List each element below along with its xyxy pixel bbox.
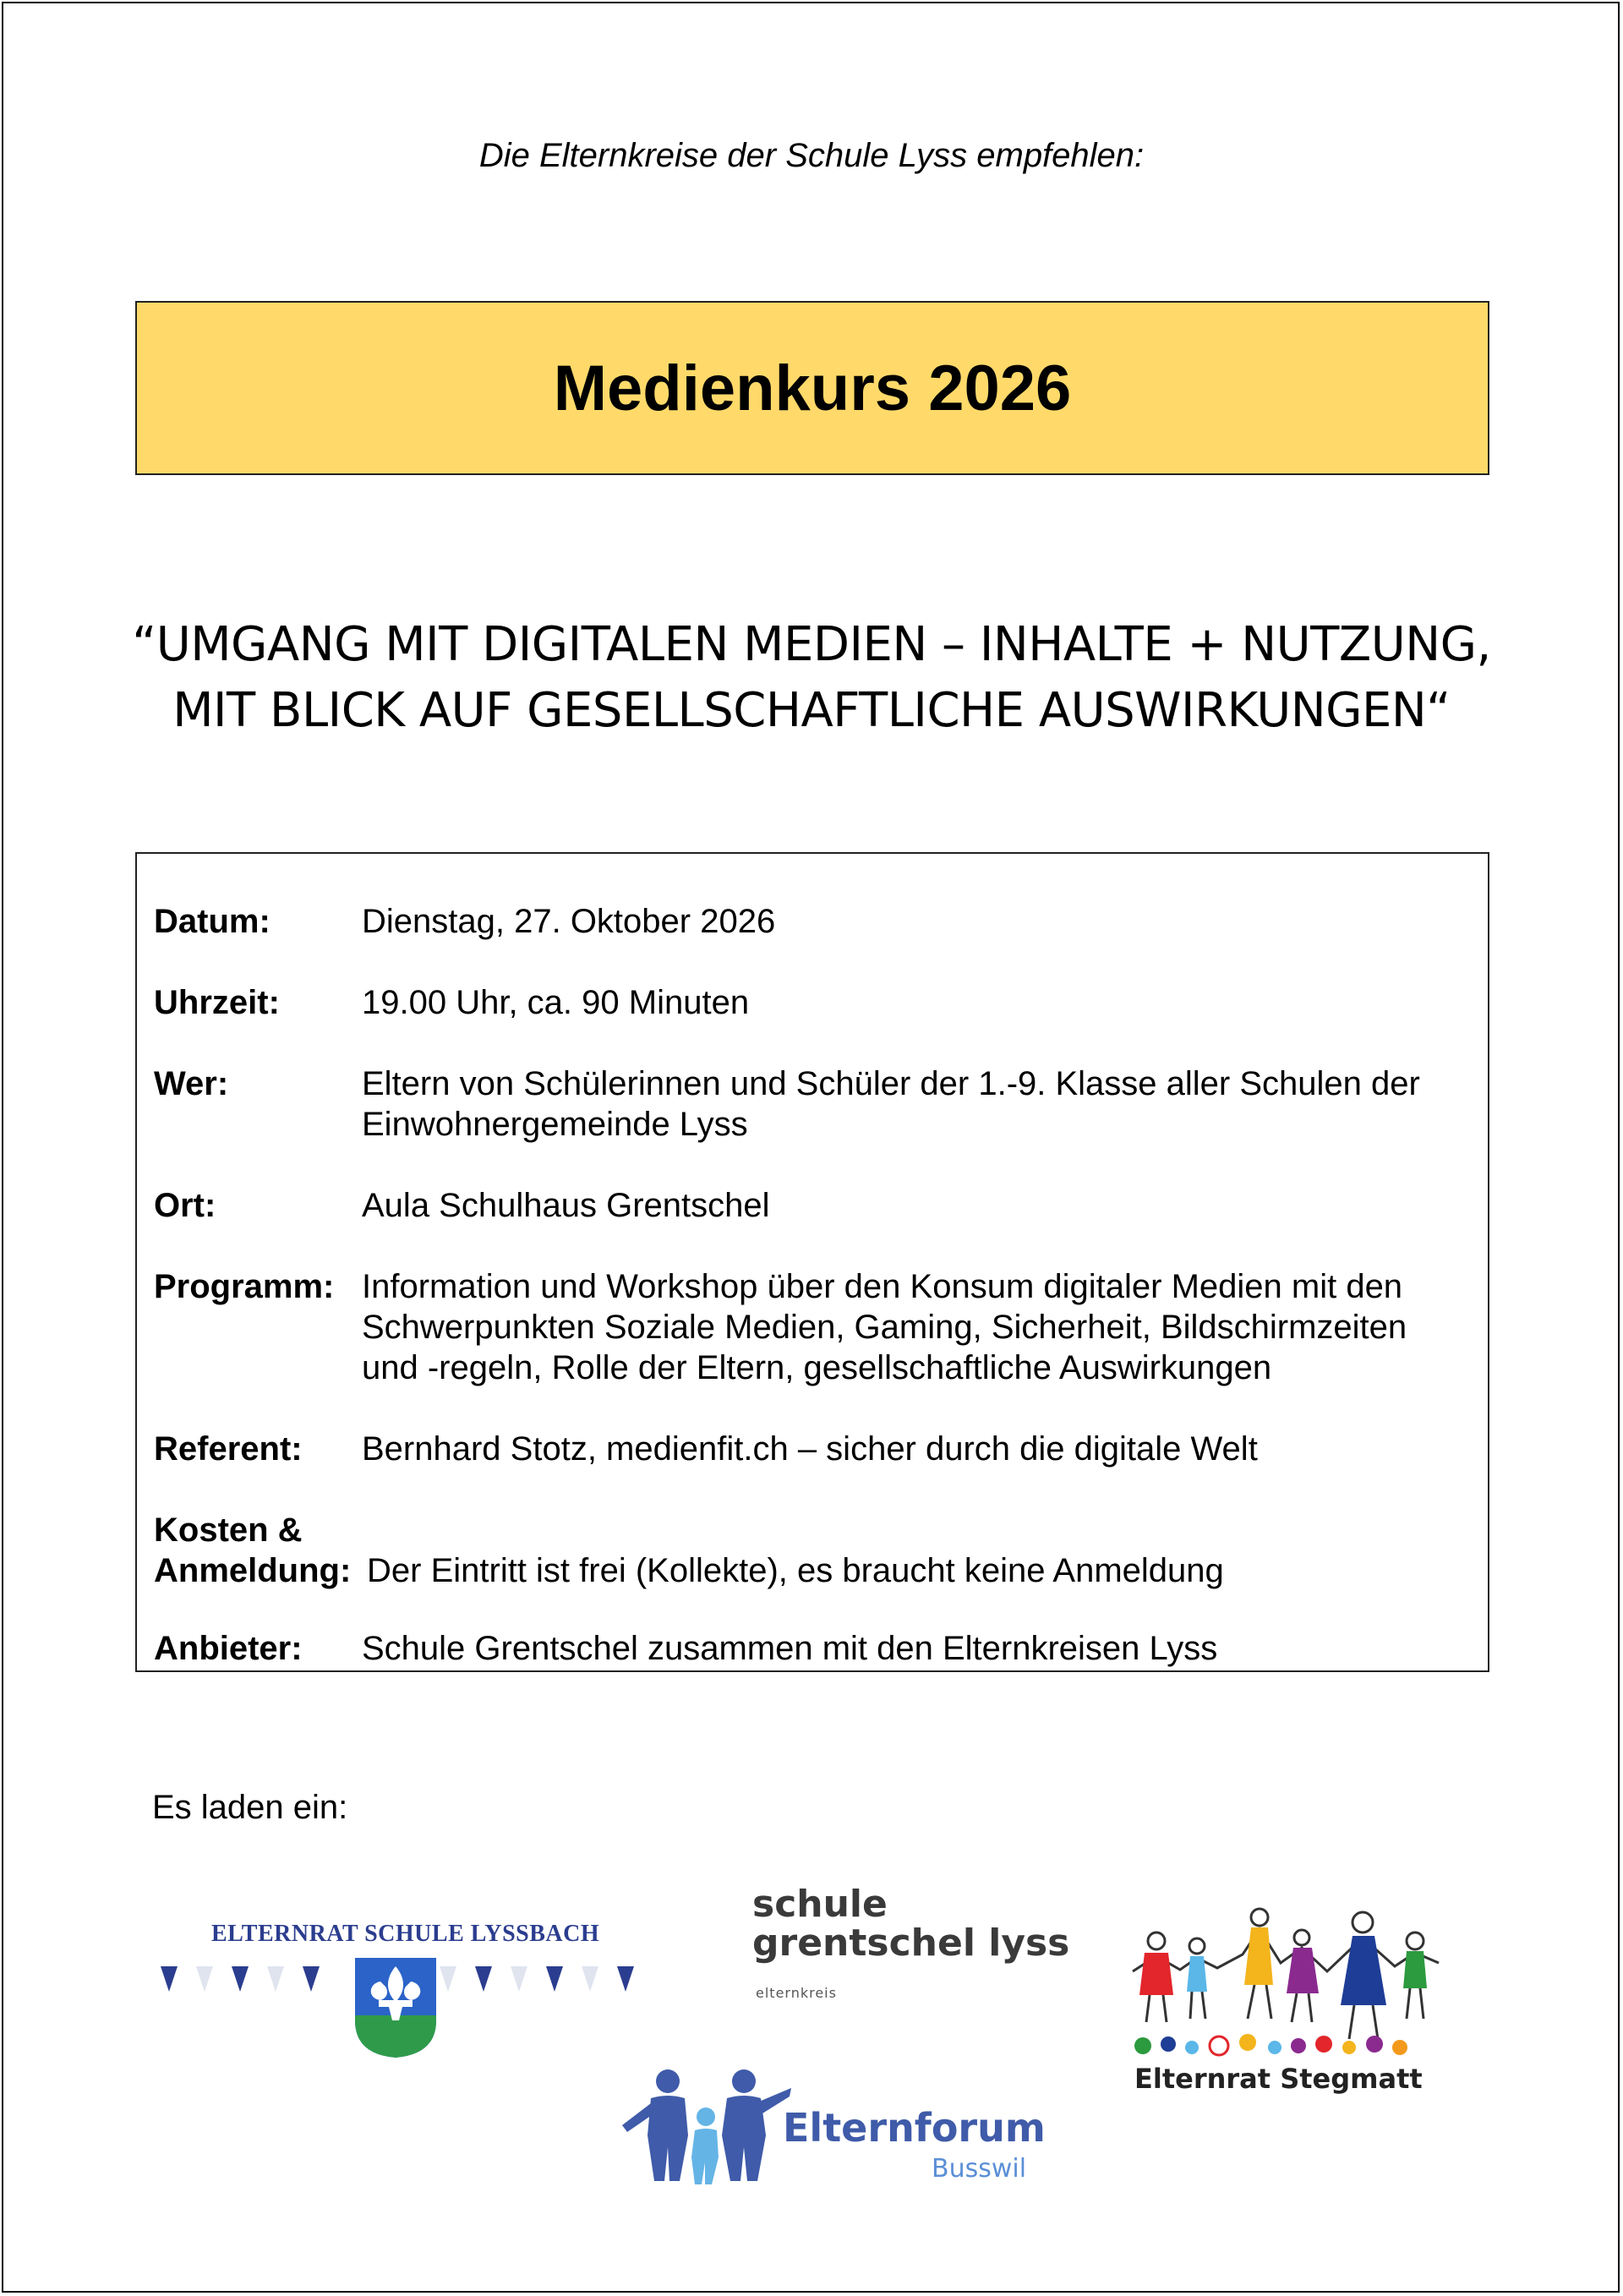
detail-label: Kosten & Anmeldung: — [154, 1512, 352, 1589]
logo-elternrat-stegmatt — [1124, 1904, 1462, 2098]
detail-value: Dienstag, 27. Oktober 2026 — [362, 903, 776, 940]
details-box — [135, 852, 1489, 1672]
logo-lyssbach-text: ELTERNRAT SCHULE LYSSBACH — [211, 1921, 600, 1947]
detail-label: Programm: — [154, 1268, 335, 1305]
detail-label: Uhrzeit: — [154, 984, 280, 1021]
logo-busswil-line2: Busswil — [932, 2154, 1027, 2184]
detail-label: Anbieter: — [154, 1630, 303, 1667]
children-holding-hands-icon — [1124, 1904, 1462, 2064]
detail-label: Referent: — [154, 1430, 303, 1468]
detail-value: Eltern von Schülerinnen und Schüler der 1.-9. Klasse aller Schulen der Einwohnergemeinde Lyss — [362, 1065, 1420, 1143]
logo-stegmatt-text: Elternrat Stegmatt — [1134, 2063, 1423, 2095]
logo-elternforum-busswil — [617, 2063, 1057, 2189]
detail-label: Ort: — [154, 1187, 216, 1224]
subtitle-line-2: MIT BLICK AUF GESELLSCHAFTLICHE AUSWIRKUNGEN“ — [172, 683, 1451, 738]
subtitle-line-1: “UMGANG MIT DIGITALEN MEDIEN – INHALTE + NUTZUNG, — [132, 617, 1491, 672]
coat-of-arms-icon — [355, 1958, 436, 2058]
family-figures-icon — [617, 2063, 795, 2189]
detail-value: 19.00 Uhr, ca. 90 Minuten — [362, 984, 750, 1021]
title-banner — [135, 301, 1489, 475]
detail-value: Schule Grentschel zusammen mit den Elternkreisen Lyss — [362, 1630, 1218, 1667]
invite-text: Es laden ein: — [152, 1789, 348, 1826]
bunting-flags-icon — [152, 1911, 642, 2063]
intro-text: Die Elternkreise der Schule Lyss empfehlen: — [478, 137, 1145, 174]
logo-elternrat-lyssbach — [152, 1911, 642, 2063]
detail-value: Bernhard Stotz, medienfit.ch – sicher durch die digitale Welt — [362, 1430, 1258, 1468]
detail-label: Datum: — [154, 903, 270, 940]
detail-label: Wer: — [154, 1065, 229, 1102]
logo-busswil-line1: Elternforum — [783, 2105, 1046, 2151]
logo-grentschel-line3: elternkreis — [756, 1985, 837, 2001]
logo-grentschel-line2: grentschel lyss — [752, 1922, 1070, 1965]
detail-value: Der Eintritt ist frei (Kollekte), es braucht keine Anmeldung — [367, 1552, 1224, 1589]
detail-value: Information und Workshop über den Konsum digitaler Medien mit den Schwerpunkten Soziale Medien, Gaming, Sicherheit, Bildschirmzeiten und -regeln, Rolle der Eltern, gesellschaftliche Auswirkungen — [362, 1268, 1407, 1386]
page-title: Medienkurs 2026 — [553, 352, 1072, 424]
logo-schule-grentschel — [752, 1883, 1074, 2019]
detail-value: Aula Schulhaus Grentschel — [362, 1187, 770, 1224]
logo-grentschel-line1: schule — [752, 1883, 888, 1926]
course-subtitle — [0, 612, 1623, 744]
